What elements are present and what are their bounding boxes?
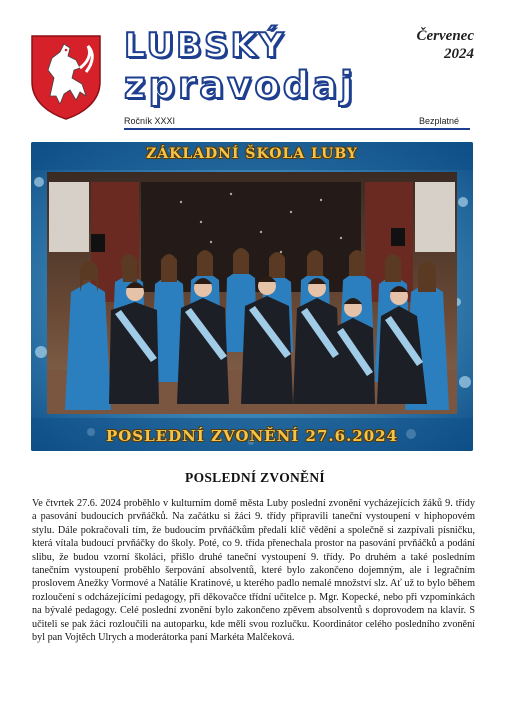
lion-coat-of-arms-icon xyxy=(30,34,102,120)
issue-year: 2024 xyxy=(444,46,474,62)
class-photo-image xyxy=(31,142,473,451)
masthead-line-2: zpravodaj xyxy=(124,64,356,107)
header-divider xyxy=(124,128,470,130)
price-label: Bezplatné xyxy=(419,116,460,126)
newsletter-masthead xyxy=(122,24,422,108)
masthead-line-1: LUBSKÝ xyxy=(124,26,286,66)
photo-banner-top: ZÁKLADNÍ ŠKOLA LUBY xyxy=(146,146,358,162)
article-heading: POSLEDNÍ ZVONĚNÍ xyxy=(185,470,325,485)
photo-banner-bottom: POSLEDNÍ ZVONĚNÍ 27.6.2024 xyxy=(105,427,399,445)
class-photo xyxy=(31,142,473,451)
issue-month: Červenec xyxy=(416,28,474,44)
volume-label: Ročník XXXI xyxy=(124,116,176,126)
article-body: Ve čtvrtek 27.6. 2024 proběhlo v kulturním domě města Luby poslední zvonění vycházejících žáků 9. třídy a pasování budoucích prvňáčků. Na začátku si žáci 9. třídy připravili taneční vystoupení v hiphopovém stylu. Dále pokračovali tím, že budoucím prvňáčkům předali klíč vědění a společně si zazpívali písničku, která vítala budoucí prvňáčky do školy. Poté, co 9. třída přenechala prostor na pasování prvňáčků a podání slibu, že budou vzorní školáci, přišlo druhé taneční vystoupení 9. třídy. Po druhém a také posledním tanečním vystoupení proběhlo šerpování absolventů, které bylo zakončeno dojemným, ale i legračním proslovem Anežky Vormové a Natálie Kratinové, u kterého padlo nemalé množství slz. Ať už to bylo během rozloučení s odcházejícími pedagogy, při děkovačce třídní učitelce p. Mgr. Kopecké, nebo při vzpomínkách na bývalé pedagogy. Celé poslední zvonění bylo zakončeno zpěvem absolventů s doprovodem na klavír. S učiteli se pak žáci rozloučili na autoparku, kde měli svou rozlučku. Koordinátor celého posledního zvonění byl pan Vojtěch Ulrych a moderátorka paní Markéta Malčeková. xyxy=(32,498,475,644)
city-crest xyxy=(30,34,102,120)
issue-date xyxy=(417,28,474,63)
